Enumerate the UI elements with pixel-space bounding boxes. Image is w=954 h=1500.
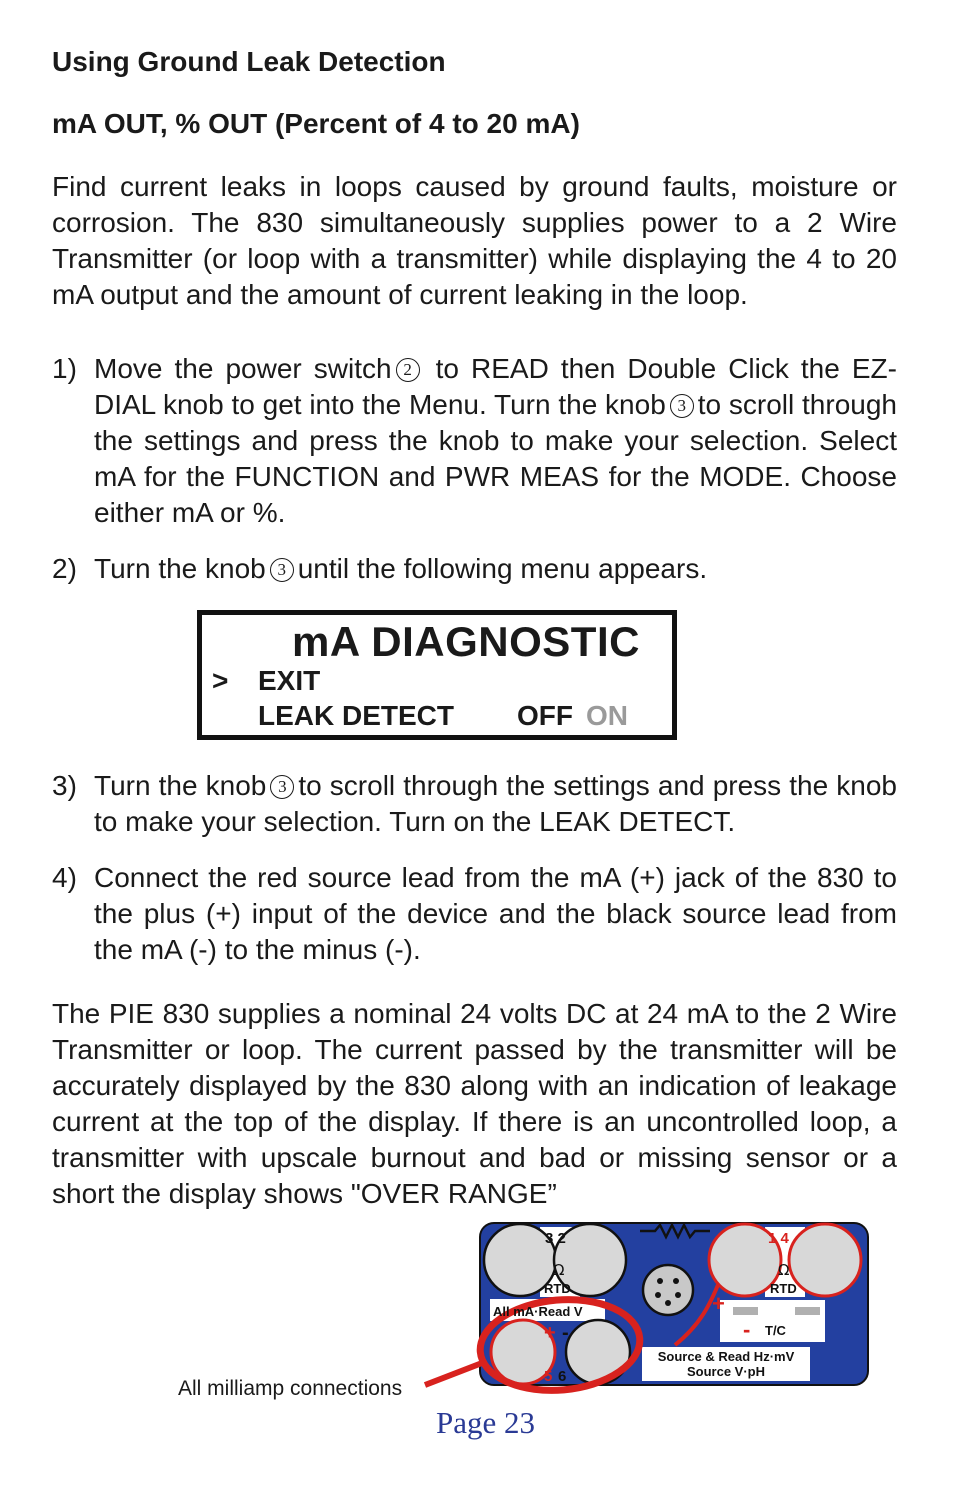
circled-number-icon: 3 — [670, 394, 694, 418]
jack-label-5: 5 — [544, 1368, 553, 1385]
source-v-label: Source V·pH — [686, 1364, 766, 1379]
lcd-off-option: OFF — [517, 700, 573, 731]
lcd-menu-display — [197, 610, 677, 740]
din-connector — [643, 1265, 693, 1315]
body-paragraph: The PIE 830 supplies a nominal 24 volts DC at 24 mA to the 2 Wire Transmitter or loop. The current passed by the transmitter will be accurately displayed by the 830 along with an indication of leakage current at the top of the display. If there is an uncontrolled loop, a transmitter with upscale burnout and bad or missing sensor or a short the display shows "OVER RANGE” — [52, 998, 897, 1209]
step-text: Turn the knob 3 until the following menu appears. — [94, 553, 708, 584]
jack-4 — [789, 1224, 861, 1296]
step-number: 3) — [52, 770, 77, 801]
step-number: 4) — [52, 862, 77, 893]
step-3 — [52, 768, 897, 840]
circled-number-icon: 3 — [270, 558, 294, 582]
lcd-leak-detect-item: LEAK DETECT — [258, 700, 454, 731]
tc-slot — [795, 1307, 820, 1315]
lcd-cursor: > — [212, 665, 229, 696]
all-ma-label: All mA·Read V — [493, 1304, 583, 1319]
din-pin — [655, 1292, 661, 1298]
page-number: Page 23 — [436, 1405, 536, 1440]
rtd-label: RTD — [770, 1281, 797, 1296]
callout-pointer — [425, 1363, 482, 1385]
plus-label: + — [544, 1322, 556, 1344]
step-2 — [52, 551, 897, 587]
jack-panel-diagram — [420, 1215, 875, 1395]
lcd-title: mA DIAGNOSTIC — [292, 618, 640, 665]
lcd-exit-item: EXIT — [258, 665, 321, 696]
jack-label-14: 1 4 — [768, 1230, 789, 1247]
ohm-label: Ω — [553, 1261, 565, 1279]
jack-label-32: 3 2 — [545, 1230, 566, 1247]
circled-number-icon: 3 — [270, 775, 294, 799]
plus-label: + — [712, 1291, 725, 1316]
minus-label: - — [562, 1322, 569, 1344]
circled-number-icon: 2 — [396, 358, 420, 382]
tc-slot — [733, 1307, 758, 1315]
figure-caption: All milliamp connections — [178, 1377, 403, 1400]
rtd-label: RTD — [544, 1281, 571, 1296]
din-pin — [675, 1292, 681, 1298]
section-heading: Using Ground Leak Detection — [52, 46, 446, 77]
step-text: Turn the knob 3 to scroll through the settings and press the knob to make your selection. Turn on the LEAK DETECT. — [94, 770, 897, 837]
subsection-heading: mA OUT, % OUT (Percent of 4 to 20 mA) — [52, 108, 580, 139]
din-pin — [665, 1300, 671, 1306]
step-text: Connect the red source lead from the mA (+) jack of the 830 to the plus (+) input of the device and the black source lead from the mA (-) to the minus (-). — [94, 862, 897, 965]
step-number: 2) — [52, 553, 77, 584]
jack-label-6: 6 — [558, 1368, 567, 1385]
step-1 — [52, 351, 897, 531]
ohm-label: Ω — [778, 1261, 790, 1279]
source-read-label: Source & Read Hz·mV — [657, 1349, 795, 1364]
intro-paragraph: Find current leaks in loops caused by ground faults, moisture or corrosion. The 830 simultaneously supplies power to a 2 Wire Transmitter (or loop with a transmitter) while displaying the 4 to 20 mA output and the amount of current leaking in the loop. — [52, 171, 897, 310]
din-pin — [657, 1278, 663, 1284]
step-text: Move the power switch 2 to READ then Double Click the EZ-DIAL knob to get into the Menu. Turn the knob 3 to scroll through the settings and press the knob to make your selection. Select mA for the FUNCTION and PWR MEAS for the MODE. Choose either mA or %. — [94, 353, 897, 528]
tc-label: T/C — [765, 1323, 786, 1338]
din-pin — [673, 1278, 679, 1284]
step-4 — [52, 860, 897, 968]
lcd-on-option: ON — [586, 700, 628, 731]
minus-label: - — [743, 1317, 751, 1342]
step-number: 1) — [52, 353, 77, 384]
